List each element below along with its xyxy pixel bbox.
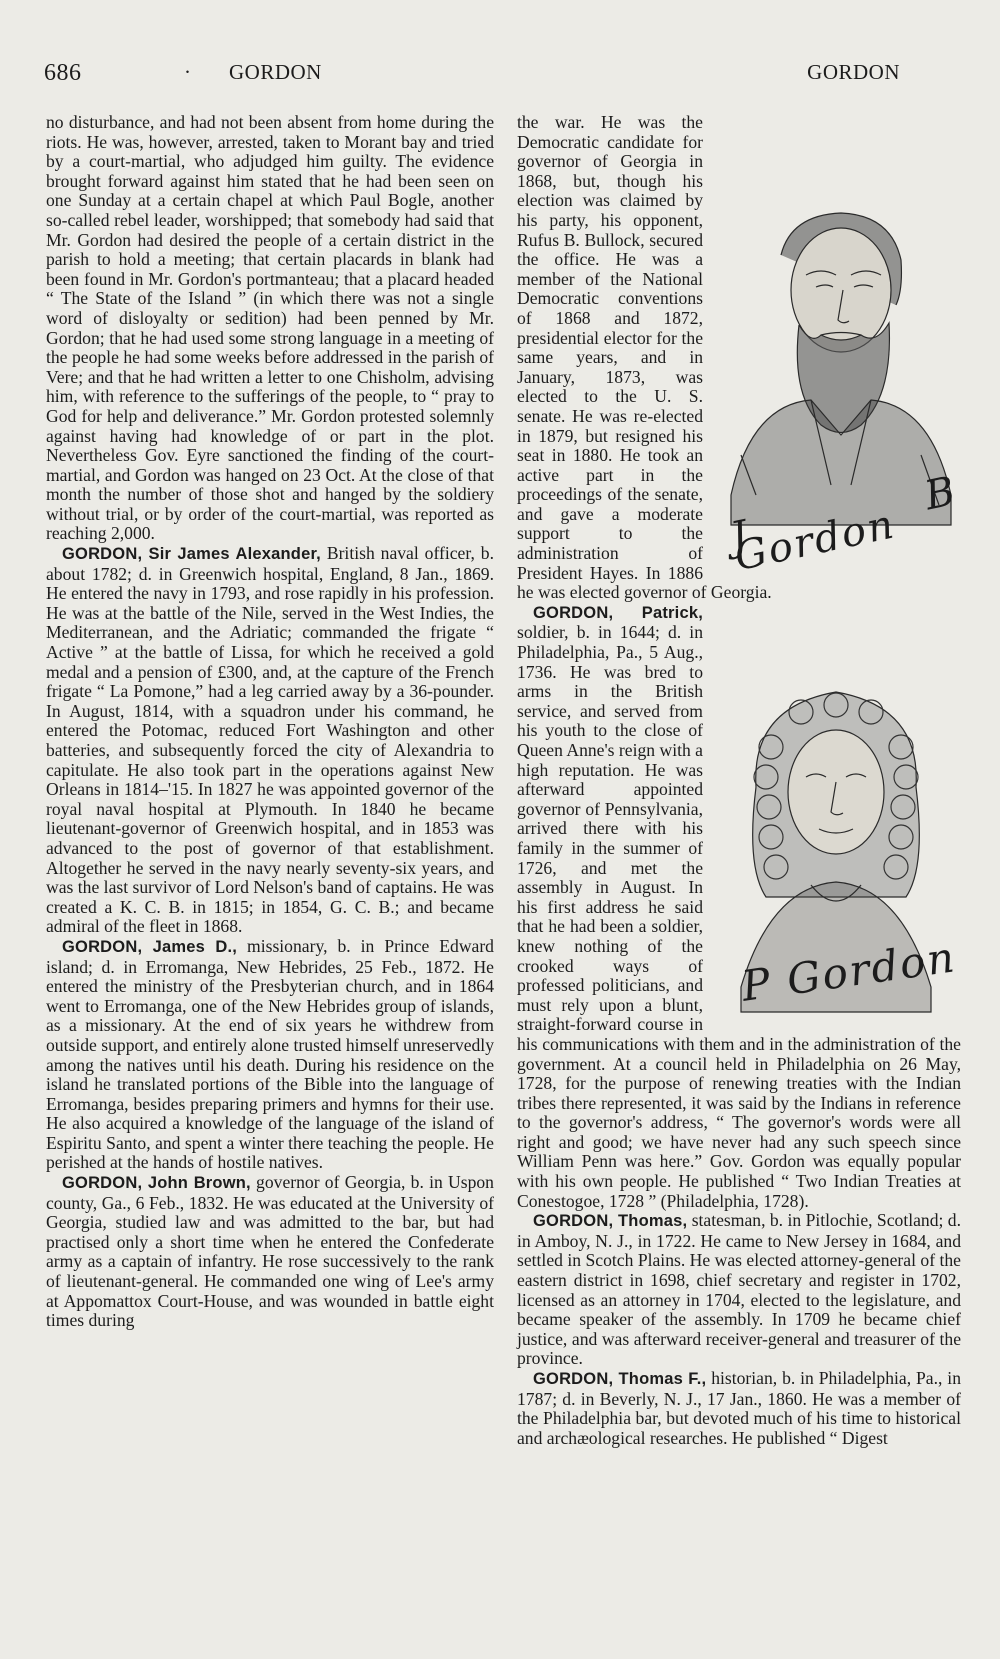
entry-headword: GORDON, <box>62 545 143 564</box>
entry-thomas-gordon <box>517 1211 961 1369</box>
entry-headword: GORDON, James D., <box>62 937 238 956</box>
entry-john-brown-gordon <box>46 1173 494 1331</box>
entry-body: statesman, b. in Pitlochie, Scotland; d. in Amboy, N. J., in 1722. He came to New Jersey in 1684, and settled in Scotch Plains. He was elected attorney-general of the eastern district in 1698, chief secretary and register in 1702, licensed as an attorney in 1704, elected to the legislature, and became speaker of the assembly. In 1709 he became chief justice, and was afterward receiver-general and treasurer of the province. <box>517 1210 961 1369</box>
entry-headword: GORDON, Patrick, <box>533 603 703 622</box>
entry-body: missionary, b. in Prince Edward island; d. in Erromanga, New Hebrides, 25 Feb., 1872. He entered the ministry of the Presbyterian church, and in 1864 went to Erromanga, one of the New Hebrides group of islands, as a missionary. At the end of six years he withdrew from outside support, and entirely alone trusted himself unreservedly among the natives until his death. During his residence on the island he translated portions of the Bible into the language of Erromanga, besides preparing primers and hymns for their use. He also acquired a knowledge of the language of the island of Espiritu Santo, and spent a winter there teaching the people. He perished at the hands of hostile natives. <box>46 935 494 1173</box>
signature-2: P Gordon <box>738 932 960 1011</box>
entry-body: governor of Georgia, b. in Uspon county, Ga., 6 Feb., 1832. He was educated at the University of Georgia, studied law and was admitted to the bar, but had practised only a short time when he entered the Confederate army as a captain of infantry. He rose successively to the rank of lieutenant-general. He commanded one wing of Lee's army at Appomattox Court-House, and was wounded in battle eight times during <box>46 1172 494 1331</box>
entry-headword: GORDON, Thomas F., <box>533 1370 707 1388</box>
page-number: 686 <box>44 60 82 86</box>
portrait-patrick-gordon <box>711 667 961 1022</box>
continued-text: no disturbance, and had not been absent from home during the riots. He was, however, arrested, taken to Morant bay and tried by a court-martial, who adjudged him guilty. The evidence brought forward against him stated that he had been seen on one Sunday at a certain chapel at which Paul Bogle, another so-called rebel leader, worshipped; that somebody had said that Mr. Gordon had desired the people of a certain district in the parish to hold a meeting; that certain placards in blank had been found in Mr. Gordon's portmanteau; that a placard headed “ The State of the Island ” (in which there was not a single word of disloyalty or sedition) had been penned by Mr. Gordon; that he had used some strong language in a meeting of the people he had some weeks before addressed in the parish of Vere; and that he had written a letter to one Chisholm, advising him, with reference to the sufferings of the people, to “ pray to God for help and deliverance.” Mr. Gordon protested solemnly against having had knowledge of or part in the plot. Nevertheless Gov. Eyre sanctioned the finding of the court-martial, and Gordon was hanged on 23 Oct. At the close of that month the number of those shot and hanged by the soldiery without trial, or by order of the court-martial, was reported as reaching 2,000. <box>46 112 494 544</box>
entry-name: Sir James Alexander, <box>142 545 321 564</box>
signature-1: J B Gordon <box>726 467 962 580</box>
entry-headword: GORDON, John Brown, <box>62 1174 251 1193</box>
entry-body: British naval officer, b. about 1782; d. in Greenwich hospital, England, 8 Jan., 1869. He entered the navy in 1793, and rose rapidly in his profession. He was at the battle of the Nile, served in the West Indies, the Mediterranean, and the Adriatic; commanded the frigate “ Active ” at the battle of Lissa, for which he received a gold medal and a pension of £300, and, at the capture of the French frigate “ La Pomone,” had a leg carried away by a 36-pounder. In August, 1814, with a squadron under his command, he entered the Potomac, reduced Fort Washington and other batteries, and subsequently forced the city of Alexandria to capitulate. He also took part in the operations against New Orleans in 1814–'15. In 1827 he was appointed governor of the royal naval hospital at Plymouth. In 1840 he became lieutenant-governor of Greenwich hospital, and in 1853 was advanced to the post of governor of that establishment. Altogether he served in the navy nearly seventy-six years, and was the last survivor of Lord Nelson's band of captains. He was created a K. C. B. in 1815; in 1854, G. C. B.; and became admiral of the fleet in 1868. <box>46 543 495 937</box>
running-header <box>44 60 950 92</box>
entry-body: historian, b. in Philadelphia, Pa., in 1787; d. in Beverly, N. J., 17 Jan., 1860. He was a member of the Philadelphia bar, but devoted much of his time to historical and archæological researches. He published “ Digest <box>517 1368 961 1448</box>
entry-body: soldier, b. in 1644; d. in Philadelphia, Pa., 5 Aug., 1736. He was bred to arms in the British service, and served from his youth to the close of Queen Anne's reign with a high reputation. He was afterward appointed governor of Pennsylvania, arrived there with his family in the summer of 1726, and met the assembly in August. In his first address he said that he had been a soldier, knew nothing of the crooked ways of professed politicians, and must rely upon a blunt, straight-forward course in his communications with them and in the administration of the government. At a council held in Philadelphia on 26 May, 1728, for the purpose of renewing treaties with the Indian tribes there represented, it was said by the Indians in reference to the governor's address, “ The governor's words were all right and good; we have never had any such speech since William Penn was here.” Gov. Gordon was equally popular with his own people. He published “ Two Indian Treaties at Conestogoe, 1728 ” (Philadelphia, 1728). <box>517 622 961 1211</box>
continued-text: the war. He was the Democratic candidate for governor of Georgia in 1868, but, though his election was claimed by his party, his opponent, Rufus B. Bullock, secured the office. He was a member of the National Democratic conventions of 1868 and 1872, presidential elector for the same years, and in January, 1873, was elected to the U. S. senate. He was re-elected in 1879, but resigned his seat in 1880. He took an active part in the proceedings of the senate, and gave a moderate support to the administration of President Hayes. In 1886 he was elected governor of Georgia. <box>517 112 772 603</box>
portrait-john-b-gordon <box>711 195 962 580</box>
entry-james-alexander-gordon <box>46 544 494 937</box>
entry-thomas-f-gordon <box>517 1369 961 1448</box>
entry-james-d-gordon <box>46 937 494 1173</box>
header-left-word: GORDON <box>229 60 322 84</box>
right-column <box>517 113 961 1448</box>
header-right-word: GORDON <box>807 60 900 84</box>
left-column <box>46 113 494 1331</box>
entry-headword: GORDON, Thomas, <box>533 1212 688 1231</box>
header-mark: · <box>184 60 192 84</box>
